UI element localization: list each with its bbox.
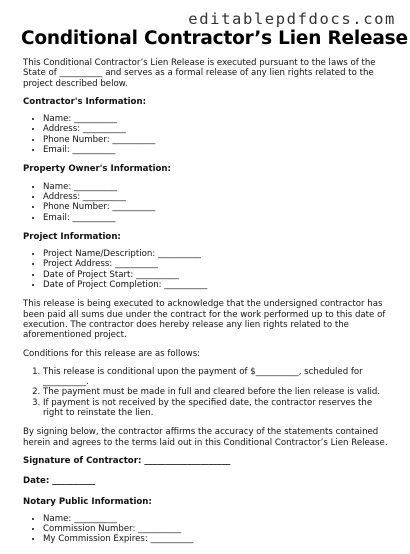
- owner-email-field: • Email: __________: [43, 213, 395, 223]
- owner-info-list: [23, 182, 395, 223]
- owner-address-field: • Address: __________: [43, 192, 395, 202]
- project-address-field: • Project Address: __________: [43, 259, 395, 269]
- notary-commission-number-field: • Commission Number: __________: [43, 524, 395, 534]
- contractor-address-field: • Address: __________: [43, 124, 395, 134]
- project-start-field: • Date of Project Start: __________: [43, 270, 395, 280]
- notary-info-heading: Notary Public Information:: [23, 496, 152, 507]
- owner-name-field: • Name: __________: [43, 182, 395, 192]
- conditions-intro: Conditions for this release are as follows:: [23, 348, 201, 359]
- document-title: Conditional Contractor’s Lien Release: [21, 28, 408, 49]
- date-line: Date: __________: [23, 476, 96, 487]
- project-name-field: • Project Name/Description: __________: [43, 249, 395, 259]
- document-body: [23, 58, 395, 554]
- acknowledgement-paragraph: This release is being executed to acknowledge that the undersigned contractor has been paid all sums due under the contract for the work performed up to this date of execution. The contractor does hereby release any lien rights related to the aforementioned project.: [23, 299, 386, 341]
- contractor-name-field: • Name: __________: [43, 114, 395, 124]
- contractor-phone-field: • Phone Number: __________: [43, 135, 395, 145]
- condition-item: 1. This release is conditional upon the payment of $__________, scheduled for __________.: [43, 367, 395, 388]
- intro-paragraph: This Conditional Contractor’s Lien Release is executed pursuant to the laws of the State of __________ and serves as a formal release of any lien rights related to the project described below.: [23, 58, 376, 89]
- owner-info-heading: Property Owner's Information:: [23, 164, 171, 175]
- condition-item: 3. If payment is not received by the specified date, the contractor reserves the right to reinstate the lien.: [43, 398, 395, 419]
- closing-paragraph: By signing below, the contractor affirms the accuracy of the statements contained herein and agrees to the terms laid out in this Conditional Contractor’s Lien Release.: [23, 427, 388, 448]
- notary-commission-expiry-field: • My Commission Expires: __________: [43, 534, 395, 544]
- contractor-signature-line: Signature of Contractor: ____________________: [23, 455, 231, 466]
- contractor-info-list: [23, 114, 395, 155]
- contractor-email-field: • Email: __________: [43, 145, 395, 155]
- project-info-list: [23, 249, 395, 290]
- notary-name-field: • Name: __________: [43, 514, 395, 524]
- condition-item: 2. The payment must be made in full and cleared before the lien release is valid.: [43, 387, 395, 397]
- contractor-info-heading: Contractor's Information:: [23, 96, 147, 107]
- conditions-list: [23, 367, 395, 418]
- owner-phone-field: • Phone Number: __________: [43, 202, 395, 212]
- notary-info-list: [23, 514, 395, 545]
- project-completion-field: • Date of Project Completion: __________: [43, 280, 395, 290]
- watermark: editablepdfdocs.com: [188, 10, 396, 28]
- project-info-heading: Project Information:: [23, 231, 121, 242]
